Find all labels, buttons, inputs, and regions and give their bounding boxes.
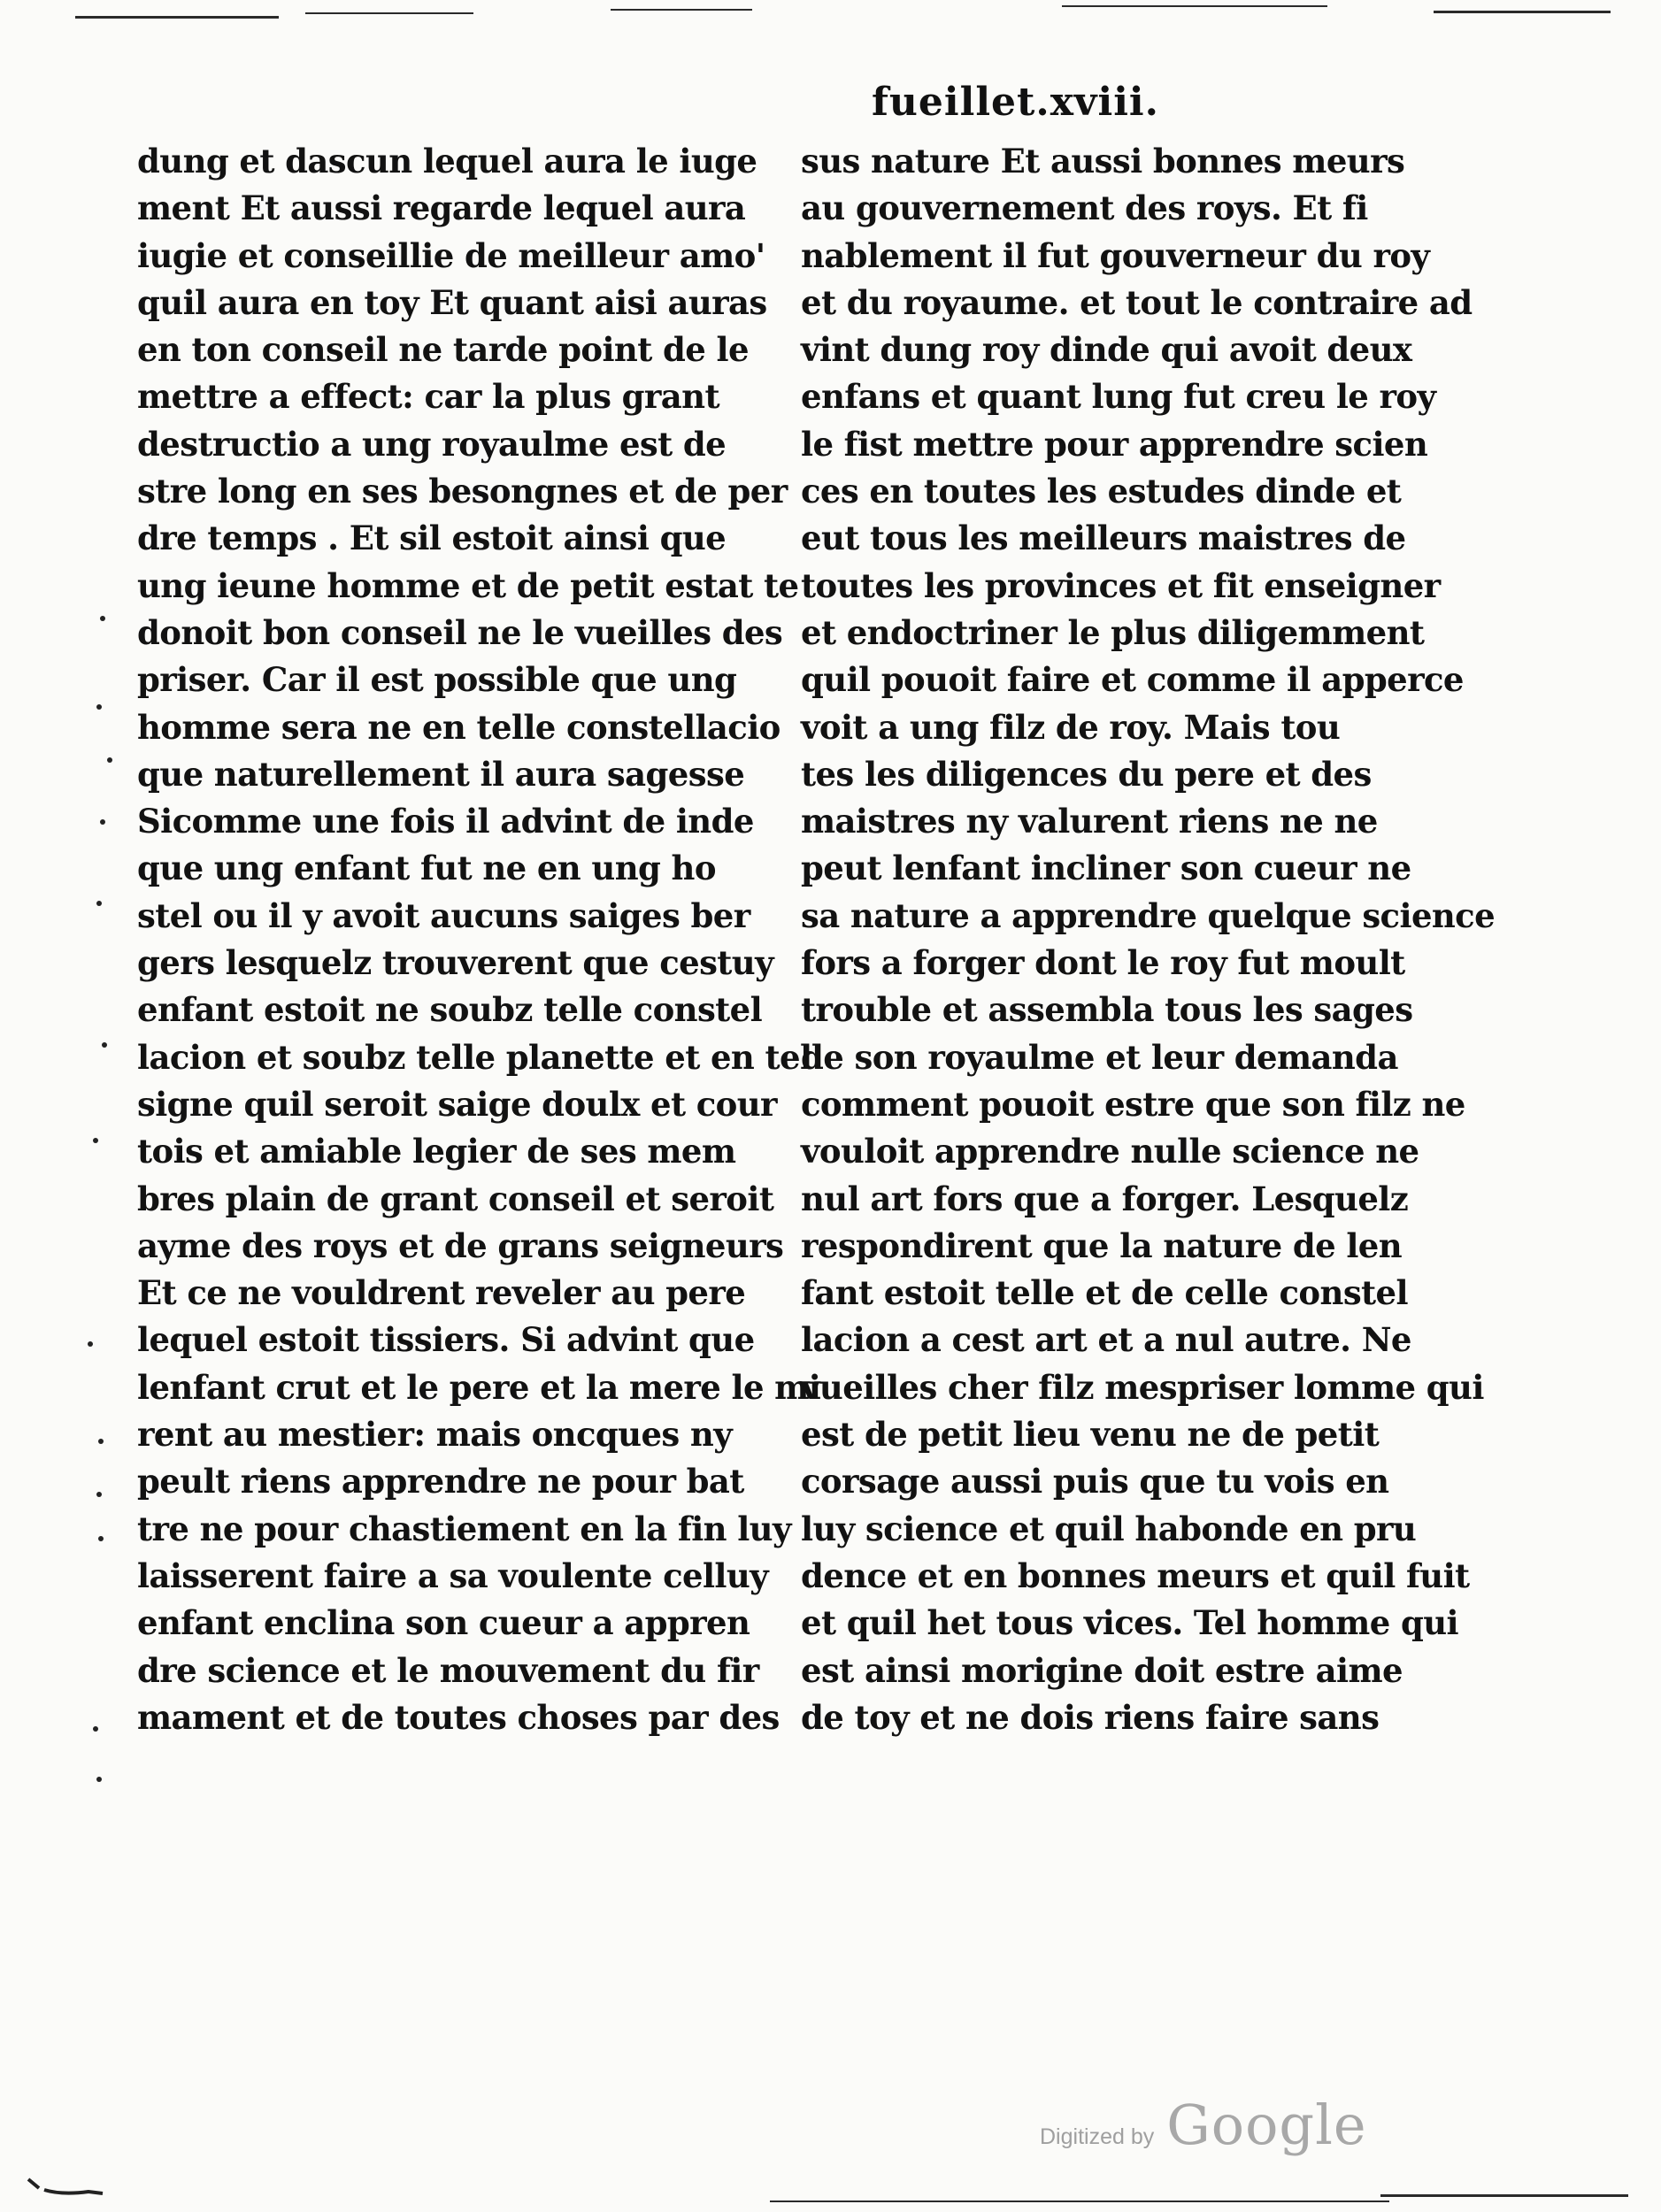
text-line: homme sera ne en telle constellacio: [137, 707, 781, 747]
text-line: quil pouoit faire et comme il apperce: [801, 660, 1464, 700]
text-line: et quil het tous vices. Tel homme qui: [801, 1603, 1458, 1643]
text-line: iugie et conseillie de meilleur amo': [137, 235, 765, 275]
scan-edge-rule: [770, 2200, 1389, 2202]
text-column-left: [137, 138, 821, 1741]
text-line: corsage aussi puis que tu vois en: [801, 1462, 1389, 1502]
text-line: est de petit lieu venu ne de petit: [801, 1415, 1380, 1455]
text-line: voit a ung filz de roy. Mais tou: [801, 707, 1341, 747]
text-line: enfant estoit ne soubz telle constel: [137, 990, 763, 1030]
text-line: dence et en bonnes meurs et quil fuit: [801, 1555, 1470, 1595]
watermark-prefix: Digitized by: [1040, 2124, 1155, 2149]
text-line: tes les diligences du pere et des: [801, 754, 1372, 794]
margin-dot: [93, 1138, 98, 1143]
text-line: laisserent faire a sa voulente celluy: [137, 1555, 769, 1595]
text-line: quil aura en toy Et quant aisi auras: [137, 282, 767, 322]
text-line: le fist mettre pour apprendre scien: [801, 424, 1428, 464]
text-line: donoit bon conseil ne le vueilles des: [137, 612, 783, 652]
text-line: Sicomme une fois il advint de inde: [137, 802, 754, 841]
margin-dot: [98, 1536, 104, 1541]
text-line: vouloit apprendre nulle science ne: [801, 1132, 1419, 1171]
text-line: que ung enfant fut ne en ung ho: [137, 849, 716, 888]
text-line: peult riens apprendre ne pour bat: [137, 1462, 744, 1502]
text-line: toutes les provinces et fit enseigner: [801, 565, 1441, 605]
text-line: tois et amiable legier de ses mem: [137, 1132, 736, 1171]
text-line: vueilles cher filz mespriser lomme qui: [801, 1367, 1484, 1407]
text-line: sus nature Et aussi bonnes meurs: [801, 142, 1405, 180]
scan-edge-rule: [305, 12, 473, 14]
text-line: dung et dascun lequel aura le iuge: [137, 142, 757, 180]
smudge-icon: [27, 2172, 106, 2199]
text-line: fant estoit telle et de celle constel: [801, 1273, 1408, 1313]
text-line: et du royaume. et tout le contraire ad: [801, 282, 1473, 322]
margin-dot: [93, 1726, 98, 1732]
text-line: que naturellement il aura sagesse: [137, 754, 745, 794]
text-line: fors a forger dont le roy fut moult: [801, 943, 1405, 983]
text-line: nul art fors que a forger. Lesquelz: [801, 1179, 1409, 1218]
text-line: respondirent que la nature de len: [801, 1225, 1403, 1265]
text-line: maistres ny valurent riens ne ne: [801, 802, 1378, 841]
text-line: comment pouoit estre que son filz ne: [801, 1084, 1465, 1124]
scan-edge-rule: [1434, 11, 1611, 13]
text-line: mettre a effect: car la plus grant: [137, 377, 719, 417]
text-line: mament et de toutes choses par des: [137, 1697, 780, 1737]
text-line: eut tous les meilleurs maistres de: [801, 518, 1406, 558]
scan-edge-rule: [611, 9, 752, 11]
text-line: ayme des roys et de grans seigneurs: [137, 1225, 784, 1265]
text-line: gers lesquelz trouverent que cestuy: [137, 943, 774, 983]
text-line: bres plain de grant conseil et seroit: [137, 1179, 774, 1218]
margin-dot: [96, 704, 102, 710]
text-line: stre long en ses besongnes et de per: [137, 472, 788, 511]
text-line: stel ou il y avoit aucuns saiges ber: [137, 895, 750, 935]
text-line: est ainsi morigine doit estre aime: [801, 1650, 1403, 1690]
text-line: tre ne pour chastiement en la fin luy: [137, 1509, 791, 1548]
folio-heading: fueillet.xviii.: [872, 80, 1159, 125]
text-line: ung ieune homme et de petit estat te: [137, 565, 799, 605]
text-line: dre science et le mouvement du fir: [137, 1650, 759, 1690]
text-line: lenfant crut et le pere et la mere le mi: [137, 1367, 821, 1407]
margin-dot: [96, 1492, 102, 1497]
text-line: destructio a ung royaulme est de: [137, 424, 727, 464]
margin-dot: [100, 616, 105, 621]
text-line: luy science et quil habonde en pru: [801, 1509, 1417, 1548]
margin-dot: [107, 757, 112, 763]
text-line: de toy et ne dois riens faire sans: [801, 1697, 1380, 1737]
google-logo: Google: [1166, 2093, 1367, 2157]
text-line: nablement il fut gouverneur du roy: [801, 235, 1430, 275]
margin-dot: [100, 819, 105, 825]
margin-marks: [84, 138, 119, 1819]
margin-dot: [98, 1439, 104, 1444]
text-line: enfant enclina son cueur a appren: [137, 1603, 750, 1643]
text-line: Et ce ne vouldrent reveler au pere: [137, 1273, 746, 1313]
text-line: lacion et soubz telle planette et en tel: [137, 1037, 812, 1077]
text-line: sa nature a apprendre quelque science: [801, 895, 1496, 935]
text-line: rent au mestier: mais oncques ny: [137, 1415, 733, 1455]
text-line: de son royaulme et leur demanda: [801, 1037, 1398, 1077]
scan-corner-smudge: [27, 2172, 106, 2199]
text-line: vint dung roy dinde qui avoit deux: [801, 330, 1412, 370]
text-line: lacion a cest art et a nul autre. Ne: [801, 1320, 1411, 1360]
text-line: signe quil seroit saige doulx et cour: [137, 1084, 777, 1124]
scan-edge-rule: [1380, 2194, 1628, 2197]
text-line: trouble et assembla tous les sages: [801, 990, 1413, 1030]
scan-edge-rule: [1062, 5, 1327, 7]
text-line: ment Et aussi regarde lequel aura: [137, 188, 746, 228]
text-column-right: [801, 138, 1496, 1741]
text-line: dre temps . Et sil estoit ainsi que: [137, 518, 727, 558]
margin-dot: [96, 901, 102, 906]
text-line: et endoctriner le plus diligemment: [801, 612, 1425, 652]
digitized-watermark: [1040, 2093, 1367, 2157]
margin-dot: [96, 1777, 102, 1782]
scan-edge-rule: [75, 16, 279, 19]
text-line: ces en toutes les estudes dinde et: [801, 472, 1402, 511]
margin-dot: [88, 1341, 93, 1347]
text-line: priser. Car il est possible que ung: [137, 660, 737, 700]
text-line: lequel estoit tissiers. Si advint que: [137, 1320, 755, 1360]
text-line: peut lenfant incliner son cueur ne: [801, 849, 1411, 888]
text-line: en ton conseil ne tarde point de le: [137, 330, 749, 370]
margin-dot: [102, 1042, 107, 1048]
text-line: au gouvernement des roys. Et fi: [801, 188, 1368, 228]
text-line: enfans et quant lung fut creu le roy: [801, 377, 1436, 417]
